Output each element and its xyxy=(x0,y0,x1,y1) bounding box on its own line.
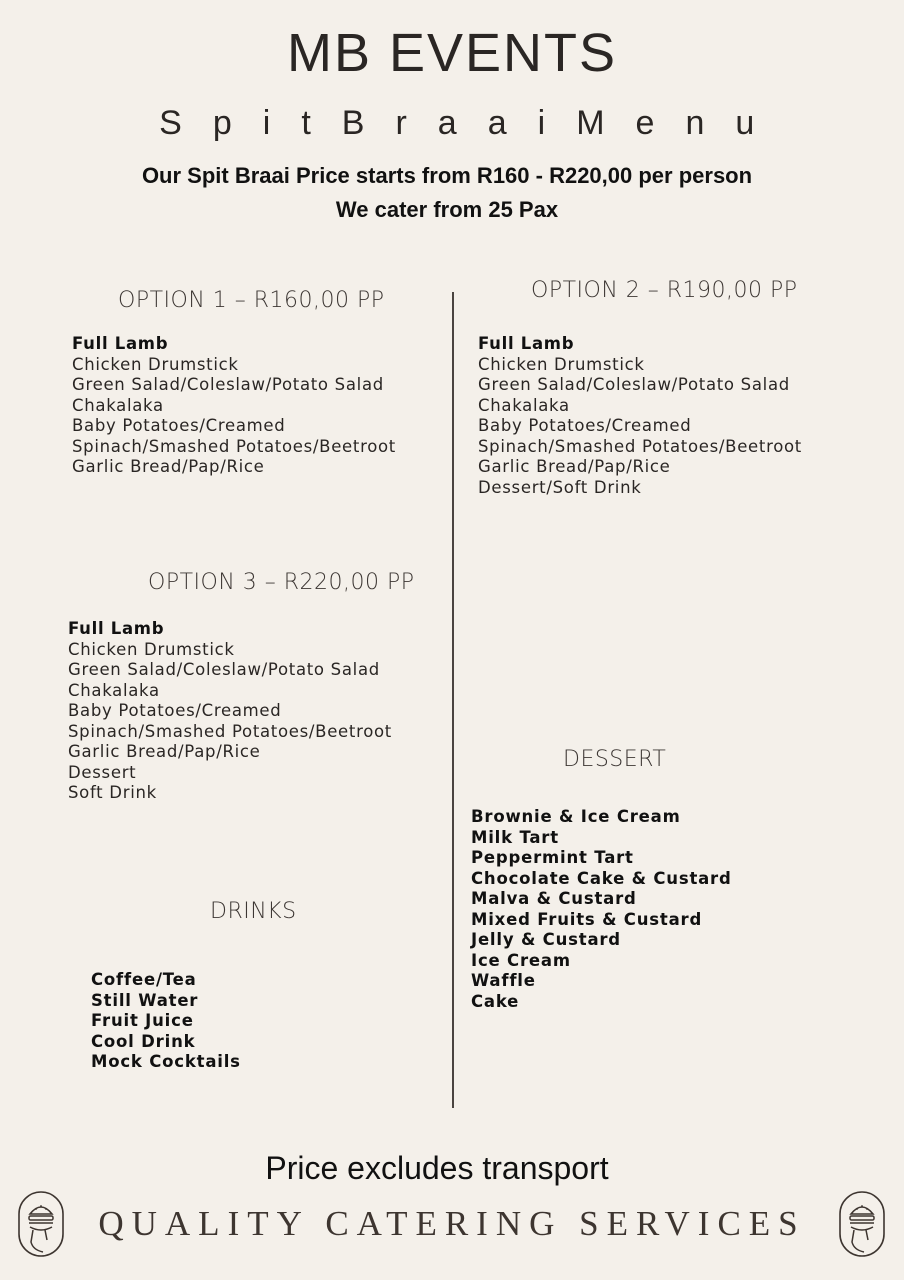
burger-hand-logo-icon xyxy=(838,1190,886,1258)
option3-heading: OPTION 3 – R220,00 PP xyxy=(148,570,415,595)
list-item: Chicken Drumstick xyxy=(72,354,239,374)
list-item: Green Salad/Coleslaw/Potato Salad xyxy=(72,375,384,394)
list-item: Coffee/Tea xyxy=(91,970,197,989)
subtitle-letter: e xyxy=(635,104,655,142)
list-item: Green Salad/Coleslaw/Potato Salad xyxy=(68,660,380,679)
dessert-list xyxy=(471,807,732,1012)
list-item: Cake xyxy=(471,991,520,1011)
dessert-heading: DESSERT xyxy=(563,747,667,772)
list-item: Dessert xyxy=(68,762,137,782)
list-item: Fruit Juice xyxy=(91,1011,194,1030)
list-item: Baby Potatoes/Creamed xyxy=(68,701,282,720)
subtitle-letter: i xyxy=(262,104,271,142)
list-item: Soft Drink xyxy=(68,783,157,802)
list-item: Jelly & Custard xyxy=(471,930,621,949)
list-item: Cool Drink xyxy=(91,1031,196,1051)
brand-title: MB EVENTS xyxy=(286,23,618,83)
subtitle-letter: u xyxy=(735,104,755,142)
list-item: Garlic Bread/Pap/Rice xyxy=(68,742,261,761)
list-item: Chakalaka xyxy=(68,680,160,700)
price-line: Our Spit Braai Price starts from R160 - R220,00 per person xyxy=(141,163,753,188)
option2-list xyxy=(478,334,802,498)
subtitle-letter: i xyxy=(537,104,546,142)
subtitle-letter: M xyxy=(576,104,605,142)
subtitle-letter: S xyxy=(159,104,182,142)
subtitle-letter: t xyxy=(301,104,311,142)
tagline: QUALITY CATERING SERVICES xyxy=(98,1204,806,1243)
list-item: Peppermint Tart xyxy=(471,848,634,867)
subtitle-letter: p xyxy=(212,104,232,142)
option1-heading: OPTION 1 – R160,00 PP xyxy=(118,288,385,313)
list-item: Chicken Drumstick xyxy=(68,639,235,659)
option2-heading: OPTION 2 – R190,00 PP xyxy=(531,278,798,303)
drinks-list xyxy=(91,970,241,1073)
list-item: Chocolate Cake & Custard xyxy=(471,868,732,888)
list-item: Spinach/Smashed Potatoes/Beetroot xyxy=(68,721,392,741)
list-item: Still Water xyxy=(91,990,199,1010)
list-item: Green Salad/Coleslaw/Potato Salad xyxy=(478,375,790,394)
transport-note: Price excludes transport xyxy=(265,1150,609,1186)
subtitle-letter: r xyxy=(395,104,407,142)
option1-list xyxy=(72,334,396,478)
list-item: Garlic Bread/Pap/Rice xyxy=(72,457,265,476)
list-item: Dessert/Soft Drink xyxy=(478,477,642,497)
list-item: Full Lamb xyxy=(72,334,169,353)
list-item: Baby Potatoes/Creamed xyxy=(72,416,286,435)
menu-subtitle xyxy=(0,104,904,143)
cater-line: We cater from 25 Pax xyxy=(335,197,559,222)
list-item: Chakalaka xyxy=(72,395,164,415)
burger-hand-logo-icon xyxy=(17,1190,65,1258)
subtitle-letter: a xyxy=(487,104,507,142)
list-item: Milk Tart xyxy=(471,827,559,847)
subtitle-letter: a xyxy=(437,104,457,142)
list-item: Waffle xyxy=(471,971,536,990)
list-item: Malva & Custard xyxy=(471,889,637,908)
option3-list xyxy=(68,619,392,804)
drinks-heading: DRINKS xyxy=(210,899,297,924)
list-item: Chakalaka xyxy=(478,395,570,415)
list-item: Mock Cocktails xyxy=(91,1052,241,1071)
list-item: Mixed Fruits & Custard xyxy=(471,909,703,929)
list-item: Full Lamb xyxy=(68,619,165,638)
column-divider xyxy=(452,292,454,1108)
list-item: Spinach/Smashed Potatoes/Beetroot xyxy=(478,436,802,456)
list-item: Chicken Drumstick xyxy=(478,354,645,374)
subtitle-letter: n xyxy=(685,104,705,142)
list-item: Brownie & Ice Cream xyxy=(471,807,681,826)
list-item: Spinach/Smashed Potatoes/Beetroot xyxy=(72,436,396,456)
subtitle-letter: B xyxy=(341,104,365,142)
list-item: Baby Potatoes/Creamed xyxy=(478,416,692,435)
list-item: Garlic Bread/Pap/Rice xyxy=(478,457,671,476)
list-item: Full Lamb xyxy=(478,334,575,353)
list-item: Ice Cream xyxy=(471,950,571,970)
